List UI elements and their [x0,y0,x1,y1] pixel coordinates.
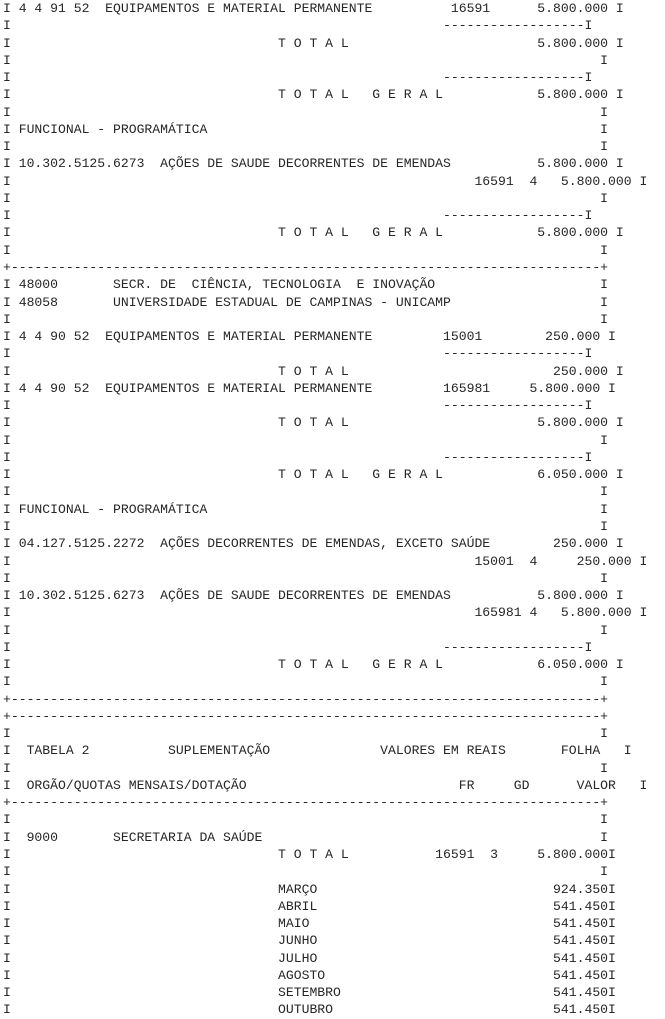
text-line: +---------------------------------------------------------------------------+ [3,259,609,275]
text-line: I 10.302.5125.6273 AÇÕES DE SAUDE DECORRENTES DE EMENDAS 5.800.000 I [3,588,624,604]
text-line: I MARÇO 924.350I [3,881,616,897]
text-line: I SETEMBRO 541.450I [3,985,616,1001]
text-line: I 48058 UNIVERSIDADE ESTADUAL DE CAMPINAS - UNICAMP I [3,294,609,310]
text-line: I ------------------I [3,346,593,362]
text-line: I I [3,139,609,155]
text-line: I 4 4 90 52 EQUIPAMENTOS E MATERIAL PERMANENTE 15001 250.000 I [3,329,616,345]
text-line: I I [3,190,609,206]
text-line: I T O T A L G E R A L 5.800.000 I [3,87,624,103]
text-line: I JULHO 541.450I [3,950,616,966]
text-line: I T O T A L 250.000 I [3,363,624,379]
text-line: I 10.302.5125.6273 AÇÕES DE SAUDE DECORRENTES DE EMENDAS 5.800.000 I [3,156,624,172]
text-line: I ------------------I [3,70,593,86]
text-line: I 48000 SECR. DE CIÊNCIA, TECNOLOGIA E INOVAÇÃO I [3,277,609,293]
text-line: I I [3,760,609,776]
text-line: I 4 4 90 52 EQUIPAMENTOS E MATERIAL PERMANENTE 165981 5.800.000 I [3,380,616,396]
text-line: +---------------------------------------------------------------------------+ [3,708,609,724]
text-line: I T O T A L 5.800.000 I [3,35,624,51]
text-line: I T O T A L 16591 3 5.800.000I [3,847,616,863]
text-line: I I [3,674,609,690]
text-line: I 16591 4 5.800.000 I [3,173,648,189]
text-line: I FUNCIONAL - PROGRAMÁTICA I [3,121,609,137]
text-line: I I [3,432,609,448]
text-line: I I [3,726,609,742]
text-line: I ABRIL 541.450I [3,898,616,914]
text-line: I FUNCIONAL - PROGRAMÁTICA I [3,501,609,517]
text-line: +---------------------------------------------------------------------------+ [3,795,609,811]
text-line: I ------------------I [3,639,593,655]
text-line: I OUTUBRO 541.450I [3,1002,616,1018]
text-line: I I [3,484,609,500]
text-line: I T O T A L G E R A L 5.800.000 I [3,225,624,241]
text-line: I I [3,622,609,638]
text-line: I 4 4 91 52 EQUIPAMENTOS E MATERIAL PERMANENTE 16591 5.800.000 I [3,1,624,16]
text-line: I 165981 4 5.800.000 I [3,605,648,621]
text-line: I I [3,812,609,828]
text-line: I I [3,518,609,534]
text-line: I 15001 4 250.000 I [3,553,648,569]
text-line: I I [3,104,609,120]
text-line: +---------------------------------------------------------------------------+ [3,691,609,707]
text-line: I I [3,864,609,880]
text-line: I 04.127.5125.2272 AÇÕES DECORRENTES DE EMENDAS, EXCETO SAÚDE 250.000 I [3,536,624,552]
text-line: I ------------------I [3,18,593,34]
text-line: I I [3,52,609,68]
text-line: I ORGÃO/QUOTAS MENSAIS/DOTAÇÃO FR GD VALOR I [3,777,648,793]
text-line: I I [3,311,609,327]
text-line: I TABELA 2 SUPLEMENTAÇÃO VALORES EM REAIS FOLHA I [3,743,632,759]
text-line: I 9000 SECRETARIA DA SAÚDE I [3,829,609,845]
text-line: I MAIO 541.450I [3,916,616,932]
text-line: I T O T A L G E R A L 6.050.000 I [3,467,624,483]
text-line: I ------------------I [3,208,593,224]
text-line: I I [3,242,609,258]
text-line: I AGOSTO 541.450I [3,967,616,983]
text-line: I I [3,570,609,586]
text-line: I ------------------I [3,449,593,465]
text-line: I T O T A L G E R A L 6.050.000 I [3,657,624,673]
text-line: I T O T A L 5.800.000 I [3,415,624,431]
text-line: I JUNHO 541.450I [3,933,616,949]
text-line: I ------------------I [3,398,593,414]
